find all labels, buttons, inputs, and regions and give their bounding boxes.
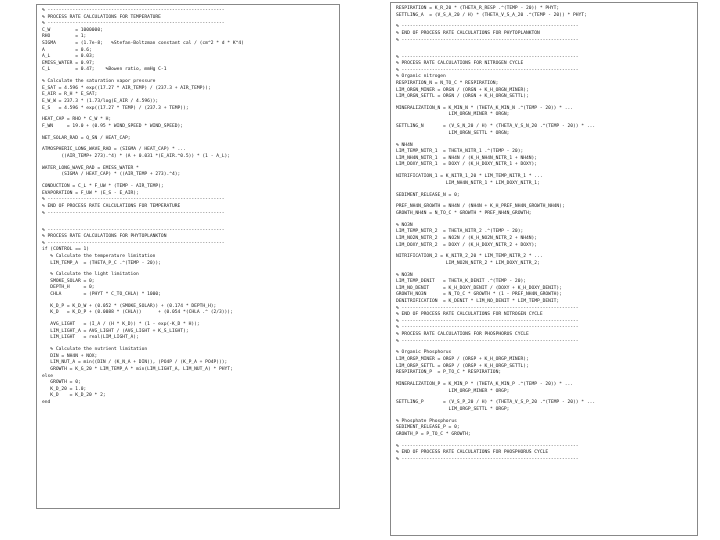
code-line: SETTLING_N = (V_S_N_20 / H) * (THETA_V_S_N_20 .^(TEMP - 20)) * ... bbox=[396, 124, 596, 130]
code-line: GROWTH_P = P_TO_C * GROWTH; bbox=[396, 431, 471, 437]
code-line: % PROCESS RATE CALCULATIONS FOR PHYTOPLANKTON bbox=[42, 234, 167, 240]
code-line: (SIGMA / HEAT_CAP) * ((AIR_TEMP + 273).^4); bbox=[42, 172, 181, 178]
code-line: % Calculate the light limitation bbox=[42, 272, 139, 278]
code-line: LIM_NUT_A = min((DIN / (K_N_A + DIN)), (PO4P / (K_P_A + PO4P))); bbox=[42, 360, 228, 366]
code-line: EVAPORATION = F_UW * (E_S - E_AIR); bbox=[42, 190, 139, 196]
code-line: % ---------------------------------------------------------------- bbox=[42, 21, 225, 27]
code-line: SEDIMENT_RELEASE_N = 0; bbox=[396, 192, 460, 198]
code-line: LIM_TEMP_NITR_2 = THETA_NITR_2 .^(TEMP - 20); bbox=[396, 229, 524, 235]
code-line: % Calculate the nutrient limitation bbox=[42, 347, 148, 353]
code-line: E_AIR = R_H * E_SAT; bbox=[42, 92, 98, 98]
code-line: NITRIFICATION_1 = K_NITR_1_20 * LIM_TEMP_NITR_1 * ... bbox=[396, 174, 543, 180]
code-line: SIGMA = (1.7e-8; %Stefan-Boltzman constant cal / (cm^2 * d * K^4) bbox=[42, 40, 244, 46]
code-line: LIM_ORGP_SETTL = ORGP / (ORGP + K_H_ORGP_SETTL); bbox=[396, 363, 529, 369]
code-page-left bbox=[36, 4, 340, 509]
code-line: DENITRIFICATION = K_DENIT * LIM_NO_DENIT * LIM_TEMP_DENIT; bbox=[396, 299, 560, 305]
code-line: NITRIFICATION_2 = K_NITR_2_20 * LIM_TEMP_NITR_2 * ... bbox=[396, 254, 543, 260]
code-line: % ---------------------------------------------------------------- bbox=[42, 210, 225, 216]
code-line: % END OF PROCESS RATE CALCULATIONS FOR PHOSPHORUS CYCLE bbox=[396, 450, 549, 456]
code-line: AVG_LIGHT = (I_A / (H * K_D)) * (1 - exp(-K_D * H)); bbox=[42, 322, 200, 328]
code-line: E_SAT = 4.596 * exp((17.27 * AIR_TEMP) / (237.3 + AIR_TEMP)); bbox=[42, 85, 211, 91]
code-line: LIM_ORGP_MINER = ORGP / (ORGP + K_H_ORGP_MINER); bbox=[396, 356, 529, 362]
code-line: RESPIRATION_N = N_TO_C * RESPIRATION; bbox=[396, 80, 499, 86]
code-line: % END OF PROCESS RATE CALCULATIONS FOR PHYTOPLANKTON bbox=[396, 30, 540, 36]
code-line: % Calculate the saturation vapor pressure bbox=[42, 79, 156, 85]
code-line: % ---------------------------------------------------------------- bbox=[396, 67, 579, 73]
code-line: RHO = 1; bbox=[42, 34, 87, 40]
code-line: SETTLING_A = (V_S_A_20 / H) * (THETA_V_S_A_20 .^(TEMP - 20)) * PHYT; bbox=[396, 12, 587, 18]
code-line: ATMOSPHERIC_LONG_WAVE_RAD = (SIGMA / HEAT_CAP) * ... bbox=[42, 147, 186, 153]
code-line: LIM_TEMP_NITR_1 = THETA_NITR_1 .^(TEMP - 20); bbox=[396, 149, 524, 155]
code-line: A = 0.6; bbox=[42, 47, 92, 53]
code-line: MINERALIZATION_P = K_MIN_P * (THETA_K_MIN_P .^(TEMP - 20)) * ... bbox=[396, 381, 574, 387]
code-line: % END OF PROCESS RATE CALCULATIONS FOR NITROGEN CYCLE bbox=[396, 312, 543, 318]
code-line: NET_SOLAR_RAD = Q_SN / HEAT_CAP; bbox=[42, 135, 131, 141]
code-line: LIM_ORGP_MINER * ORGP; bbox=[396, 388, 510, 394]
code-line: EMISS_WATER = 0.97; bbox=[42, 60, 95, 66]
code-line: SMOKE_SOLAR = 0; bbox=[42, 278, 95, 284]
code-line: GROWTH = 0; bbox=[42, 380, 81, 386]
code-line: % ---------------------------------------------------------------- bbox=[396, 37, 579, 43]
code-line: % END OF PROCESS RATE CALCULATIONS FOR TEMPERATURE bbox=[42, 203, 181, 209]
code-line: LIM_TEMP_DENIT = THETA_K_DENIT .^(TEMP - 20); bbox=[396, 279, 526, 285]
code-line: if (CONTROL == 1) bbox=[42, 247, 90, 253]
code-line: WATER_LONG_WAVE_RAD = EMISS_WATER * bbox=[42, 165, 139, 171]
code-page-right bbox=[390, 2, 698, 536]
code-line: % Organic nitrogen bbox=[396, 74, 446, 80]
code-line: % ---------------------------------------------------------------- bbox=[42, 240, 225, 246]
code-line: % PROCESS RATE CALCULATIONS FOR TEMPERATURE bbox=[42, 14, 161, 20]
code-line: % PROCESS RATE CALCULATIONS FOR NITROGEN CYCLE bbox=[396, 61, 524, 67]
code-line: E_S = 4.596 * exp((17.27 * TEMP) / (237.3 + TEMP)); bbox=[42, 105, 189, 111]
code-line: DEPTH_H = 0; bbox=[42, 285, 95, 291]
code-line: C_L = 0.47; %Bowen ratio, mmHg C-1 bbox=[42, 67, 167, 73]
code-line: LIM_NO_DENIT = K_H_DOXY_DENIT / (DOXY + K_H_DOXY_DENIT); bbox=[396, 285, 562, 291]
code-line: HEAT_CAP = RHO * C_W * H; bbox=[42, 117, 112, 123]
code-line: LIM_NO2N_NITR_2 * LIM_DOXY_NITR_2; bbox=[396, 260, 540, 266]
code-line: % ---------------------------------------------------------------- bbox=[42, 197, 225, 203]
code-line: CONDUCTION = C_L * F_UW * (TEMP - AIR_TEMP); bbox=[42, 184, 164, 190]
code-line: LIM_DOXY_NITR_1 = DOXY / (K_H_DOXY_NITR_1 + DOXY); bbox=[396, 162, 538, 168]
code-line: LIM_NO2N_NITR_2 = NO2N / (K_H_NO2N_NITR_2 + NH4N); bbox=[396, 235, 538, 241]
code-line: % Phosphate Phosphorus bbox=[396, 418, 457, 424]
code-line: % NH4N bbox=[396, 142, 413, 148]
code-line: % Calculate the temperature limitation bbox=[42, 253, 156, 259]
code-line: SETTLING_P = (V_S_P_20 / H) * (THETA_V_S_P_20 .^(TEMP - 20)) * ... bbox=[396, 400, 596, 406]
code-line: % ---------------------------------------------------------------- bbox=[396, 325, 579, 331]
code-line: DIN = NH4N + NOX; bbox=[42, 353, 98, 359]
code-line: LIM_LIGHT_A = AVG_LIGHT / (AVG_LIGHT + K_S_LIGHT); bbox=[42, 328, 189, 334]
code-line: K_D = K_D_P + (0.0088 * (CHLA)) + (0.054 *(CHLA .^ (2/3))); bbox=[42, 310, 233, 316]
code-line: K_D_P = K_D_W + (0.052 * (SMOKE_SOLAR)) + (0.174 * DEPTH_H); bbox=[42, 303, 217, 309]
code-line: K_D = K_D_20 * 2; bbox=[42, 393, 106, 399]
code-line: E_W_W = 237.3 * (1.73/log(E_AIR / 4.596)); bbox=[42, 98, 159, 104]
code-line: GROWTH = K_G_20 * LIM_TEMP_A * min(LIM_LIGHT_A, LIM_NUT_A) * PHYT; bbox=[42, 366, 233, 372]
code-line: MINERALIZATION_N = K_MIN_N * (THETA_K_MIN_N .^(TEMP - 20)) * ... bbox=[396, 105, 574, 111]
code-line: LIM_ORGN_MINER = ORGN / (ORGN + K_H_ORGN_MINER); bbox=[396, 87, 529, 93]
code-line: SEDIMENT_RELEASE_P = 0; bbox=[396, 425, 460, 431]
code-line: % ---------------------------------------------------------------- bbox=[396, 443, 579, 449]
code-line: end bbox=[42, 399, 51, 405]
code-line: % Organic Phosphorus bbox=[396, 350, 452, 356]
code-line: ((AIR_TEMP+ 273).^4) * (A + 0.031 *(E_AIR.^0.5)) * (1 - A_L); bbox=[42, 154, 231, 160]
code-line: % ---------------------------------------------------------------- bbox=[396, 305, 579, 311]
code-line: GROWTH_NH4N = N_TO_C * GROWTH * PREF_NH4N_GROWTH; bbox=[396, 210, 532, 216]
code-line: PREF_NH4N_GROWTH = NH4N / (NH4N + K_H_PREF_NH4N_GROWTH_NH4N); bbox=[396, 204, 565, 210]
code-line: RESPIRATION_P = P_TO_C * RESPIRATION; bbox=[396, 370, 502, 376]
code-line: % ---------------------------------------------------------------- bbox=[396, 24, 579, 30]
code-line: RESPIRATION = K_R_20 * (THETA_R_RESP .^(TEMP - 20)) * PHYT; bbox=[396, 6, 560, 11]
code-line: % ---------------------------------------------------------------- bbox=[42, 8, 225, 13]
code-line: % ---------------------------------------------------------------- bbox=[396, 338, 579, 344]
code-line: % NO3N bbox=[396, 272, 413, 278]
code-line: % ---------------------------------------------------------------- bbox=[42, 227, 225, 233]
code-line: A_L = 0.03; bbox=[42, 54, 95, 60]
code-line: F_WN = 19.0 + (0.95 * WIND_SPEED * WIND_SPEED); bbox=[42, 123, 184, 129]
code-line: LIM_ORGN_MINER * ORGN; bbox=[396, 112, 510, 118]
code-line: LIM_ORGP_SETTL * ORGP; bbox=[396, 406, 510, 412]
code-line: K_D_20 = 1.0; bbox=[42, 386, 87, 392]
code-line: % ---------------------------------------------------------------- bbox=[396, 318, 579, 324]
code-line: % PROCESS RATE CALCULATIONS FOR PHOSPHORUS CYCLE bbox=[396, 332, 529, 337]
code-line: LIM_DOXY_NITR_2 = DOXY / (K_H_DOXY_NITR_2 + DOXY); bbox=[396, 242, 538, 248]
code-line: % ---------------------------------------------------------------- bbox=[396, 54, 579, 60]
code-line: LIM_NH4N_NITR_1 = NH4N / (K_H_NH4N_NITR_1 + NH4N); bbox=[396, 155, 538, 161]
code-line: LIM_LIGHT = real(LIM_LIGHT_A); bbox=[42, 335, 139, 341]
code-line: LIM_NH4N_NITR_1 * LIM_DOXY_NITR_1; bbox=[396, 180, 540, 186]
code-line: GROWTH_NO3N = N_TO_C * GROWTH * (1 - PREF_NH4N_GROWTH); bbox=[396, 292, 562, 298]
code-line: LIM_ORGN_SETTL * ORGN; bbox=[396, 130, 510, 136]
code-line: % NO3N bbox=[396, 222, 413, 228]
code-line: C_W = 1000000; bbox=[42, 27, 103, 33]
code-line: LIM_ORGN_SETTL = ORGN / (ORGN + K_H_ORGN_SETTL); bbox=[396, 94, 529, 100]
code-line: LIM_TEMP_A = (THETA_P_C .^(TEMP - 20)); bbox=[42, 260, 161, 266]
code-line: else bbox=[42, 373, 54, 379]
code-line: % ---------------------------------------------------------------- bbox=[396, 456, 579, 462]
code-line: CHLA = (PHYT * C_TO_CHLA) * 1000; bbox=[42, 292, 161, 298]
